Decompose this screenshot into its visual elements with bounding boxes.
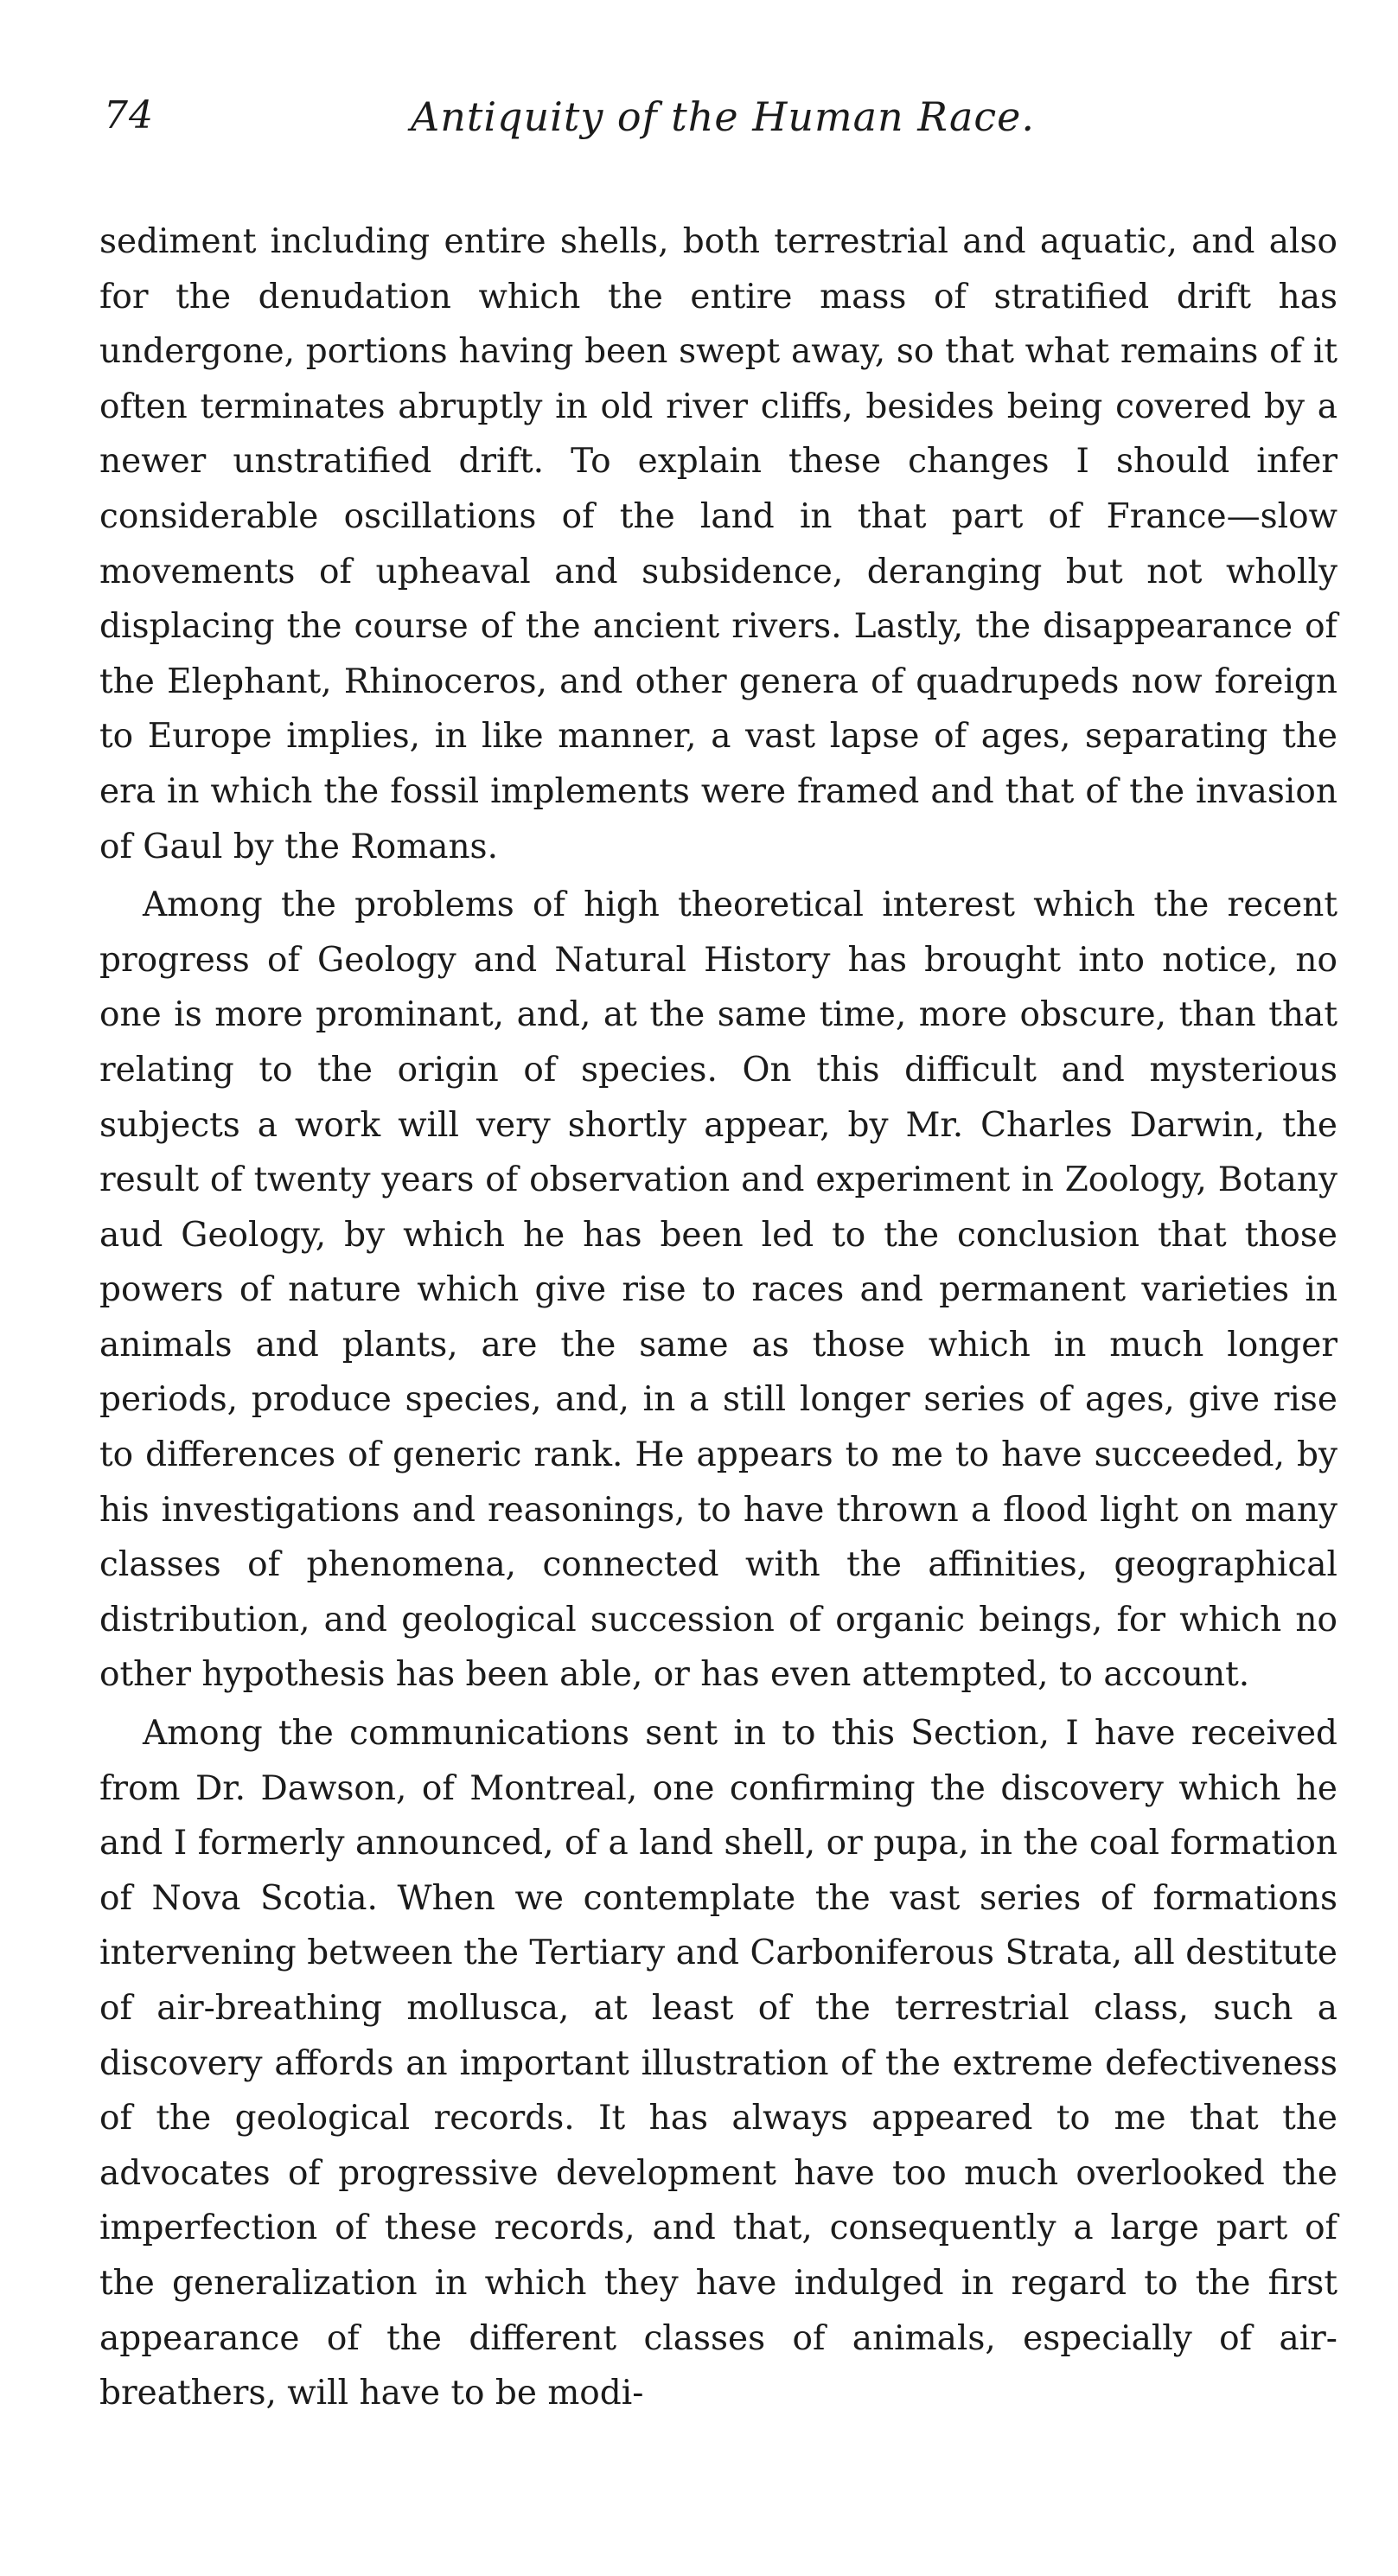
- running-title: Antiquity of the Human Race.: [411, 93, 1035, 140]
- paragraph-origin-of-species: Among the problems of high theoretical interest which the recent progress of Geology and Natural History has brought into notice, no one is more prominant, and, at the same time, more obscure, than that relating to the origin of species. On this difficult and mysterious subjects a work will very shortly appear, by Mr. Charles Darwin, the result of twenty years of observation and experiment in Zoology, Botany aud Geology, by which he has been led to the conclusion that those powers of nature which give rise to races and permanent varieties in animals and plants, are the same as those which in much longer periods, produce species, and, in a still longer series of ages, give rise to differences of generic rank. He appears to me to have succeeded, by his investigations and reasonings, to have thrown a flood light on many classes of phenomena, connected with the affinities, geographical distribution, and geological succession of organic beings, for which no other hypothesis has been able, or has even attempted, to account.: [99, 885, 1337, 1695]
- page-number: 74: [104, 93, 154, 137]
- running-header: [99, 93, 1337, 163]
- paragraph-communications: Among the communications sent in to this Section, I have received from Dr. Dawson, of Montreal, one confirming the discovery which he and I formerly announced, of a land shell, or pupa, in the coal formation of Nova Scotia. When we contemplate the vast series of formations intervening between the Tertiary and Carboniferous Strata, all destitute of air-breathing mollusca, at least of the terrestrial class, such a discovery affords an important illustration of the extreme defectiveness of the geological records. It has always appeared to me that the advocates of progressive development have too much overlooked the imperfection of these records, and that, consequently a large part of the generalization in which they have indulged in regard to the first appearance of the different classes of animals, especially of air-breathers, will have to be modi-: [99, 1714, 1337, 2413]
- paragraph-continued: sediment including entire shells, both terrestrial and aquatic, and also for the denudation which the entire mass of stratified drift has undergone, portions having been swept away, so that what remains of it often terminates abruptly in old river cliffs, besides being covered by a newer unstratified drift. To explain these changes I should infer considerable oscillations of the land in that part of France—slow movements of upheaval and subsidence, deranging but not wholly displacing the course of the ancient rivers. Lastly, the disappearance of the Elephant, Rhinoceros, and other genera of quadrupeds now foreign to Europe implies, in like manner, a vast lapse of ages, separating the era in which the fossil implements were framed and that of the invasion of Gaul by the Romans.: [99, 222, 1337, 866]
- body-text: [99, 214, 1337, 2421]
